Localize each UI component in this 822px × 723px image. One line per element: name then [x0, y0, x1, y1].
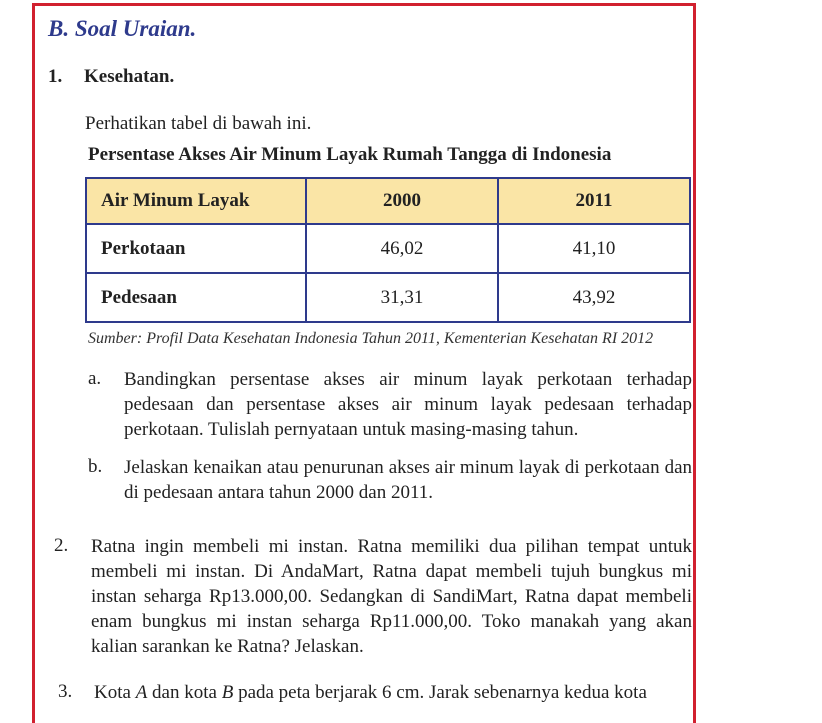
question-1-number: 1.: [48, 66, 63, 87]
cell-perkotaan-2011: 41,10: [498, 224, 690, 273]
question-3-text: [94, 680, 704, 705]
question-3-text-part-3: pada peta berjarak 6 cm. Jarak sebenarnya kedua kota: [233, 682, 647, 703]
cell-pedesaan-2000: 31,31: [306, 273, 498, 322]
cell-pedesaan-2011: 43,92: [498, 273, 690, 322]
header-year-2000: 2000: [306, 178, 498, 224]
cell-perkotaan-2000: 46,02: [306, 224, 498, 273]
section-title: B. Soal Uraian.: [48, 16, 197, 41]
city-b-variable: B: [221, 682, 234, 703]
table-row: [86, 224, 690, 273]
table-row: [86, 273, 690, 322]
question-3-text-part-1: Kota: [94, 682, 136, 703]
header-year-2011: 2011: [498, 178, 690, 224]
table-header-row: [86, 178, 690, 224]
sub-question-a-text: Bandingkan persentase akses air minum layak perkotaan terhadap pedesaan dan persentase akses air minum layak pedesaan terhadap perkotaan. Tulislah pernyataan untuk masing-masing tahun.: [124, 369, 692, 440]
water-access-table: [85, 177, 691, 323]
header-category: Air Minum Layak: [86, 178, 306, 224]
question-2-text: Ratna ingin membeli mi instan. Ratna memiliki dua pilihan tempat untuk membeli mi instan. Di AndaMart, Ratna dapat membeli tujuh bungkus mi instan seharga Rp13.000,00. Sedangkan di SandiMart, Ratna dapat membeli enam bungkus mi instan seharga Rp11.000,00. Toko manakah yang akan kalian sarankan ke Ratna? Jelaskan.: [91, 536, 692, 657]
sub-question-b-marker: b.: [88, 456, 103, 477]
table-caption: Persentase Akses Air Minum Layak Rumah Tangga di Indonesia: [88, 144, 612, 165]
question-1-intro: Perhatikan tabel di bawah ini.: [85, 113, 312, 134]
row-label-perkotaan: Perkotaan: [86, 224, 306, 273]
question-2-number: 2.: [54, 535, 69, 556]
city-a-variable: A: [135, 682, 148, 703]
question-3-number: 3.: [58, 681, 73, 702]
question-3-text-part-2: dan kota: [147, 682, 222, 703]
sub-question-b-text: Jelaskan kenaikan atau penurunan akses air minum layak di perkotaan dan di pedesaan antara tahun 2000 dan 2011.: [124, 457, 692, 503]
sub-question-a-marker: a.: [88, 368, 102, 389]
row-label-pedesaan: Pedesaan: [86, 273, 306, 322]
table-source: Sumber: Profil Data Kesehatan Indonesia Tahun 2011, Kementerian Kesehatan RI 2012: [88, 330, 654, 347]
question-1-title: Kesehatan.: [84, 66, 175, 87]
